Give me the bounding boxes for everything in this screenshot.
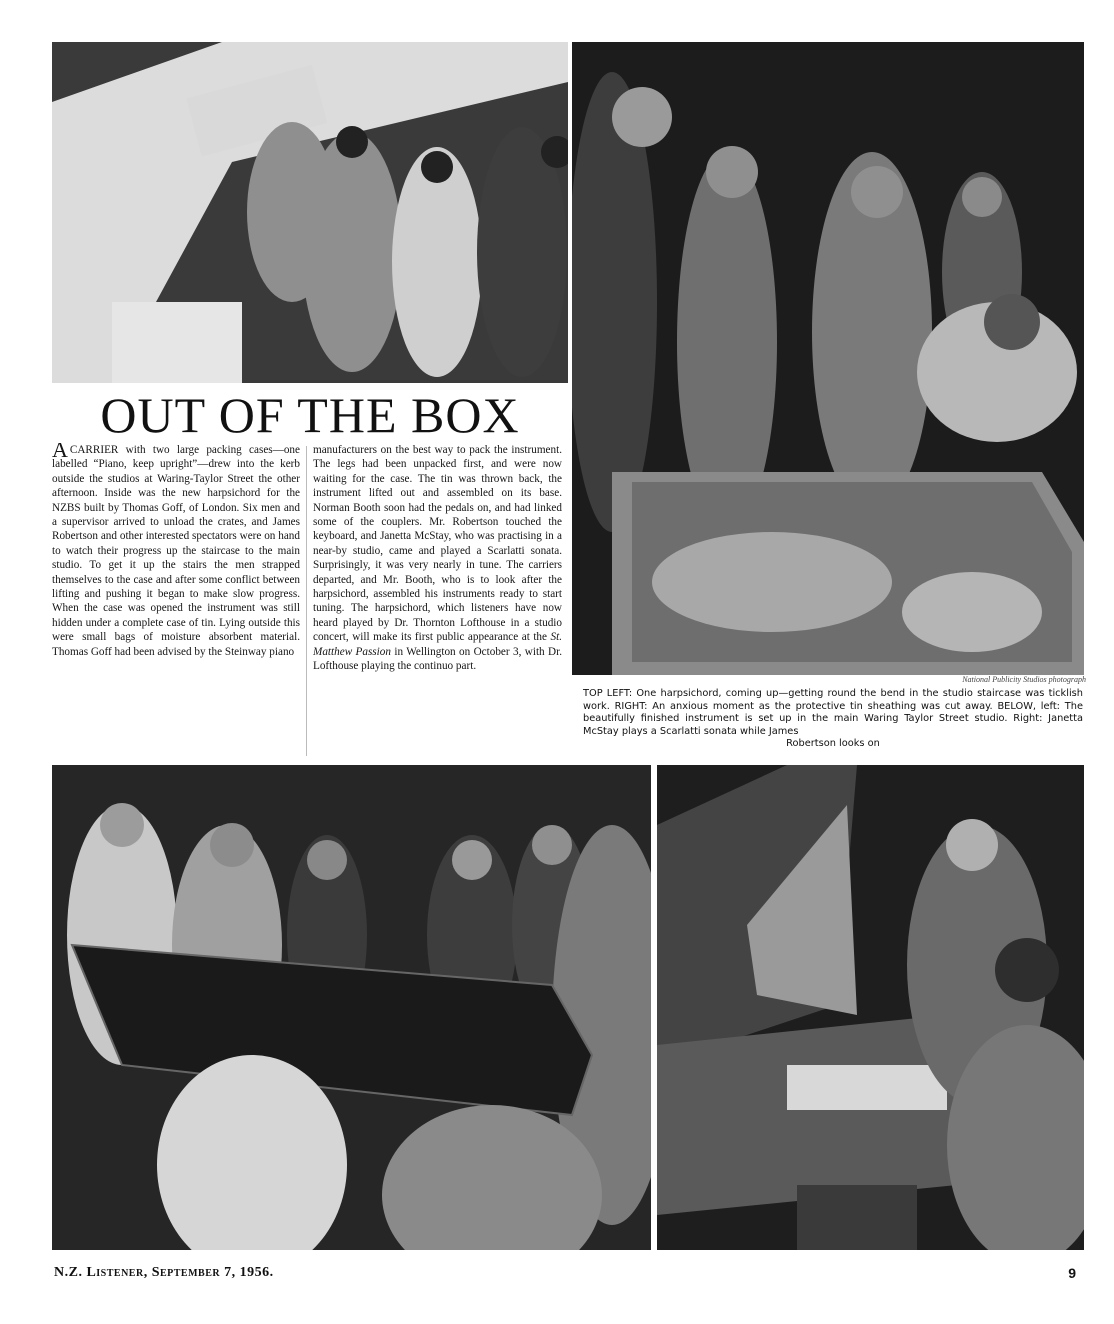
dropcap: A: [52, 443, 68, 462]
photo-assembled-image: [52, 765, 651, 1250]
photo-staircase-image: [52, 42, 568, 383]
article-column-2-text-b: in Wellington on October 3, with Dr. Lofthouse playing the continuo part.: [313, 645, 562, 673]
photo-caption-last-line: Robertson looks on: [786, 738, 880, 749]
article-column-2: [313, 443, 562, 759]
photo-harpsichord-staircase: [52, 42, 568, 383]
photo-caption: [583, 688, 1083, 751]
article-column-2-italic: St. Matthew Passion: [313, 631, 562, 658]
column-divider: [306, 446, 307, 756]
headline: OUT OF THE BOX: [100, 387, 520, 443]
photo-tin-sheathing-image: [572, 42, 1084, 675]
article-column-1: [52, 443, 300, 759]
photo-harpsichord-assembled: [52, 765, 651, 1250]
page-number: 9: [1068, 1265, 1076, 1281]
photo-tin-sheathing: [572, 42, 1084, 675]
photo-playing-image: [657, 765, 1084, 1250]
footer-publication: N.Z. Listener, September 7, 1956.: [54, 1265, 274, 1280]
photo-credit: National Publicity Studios photograph: [962, 675, 1086, 684]
article-column-1-text: CARRIER with two large packing cases—one labelled “Piano, keep upright”—drew into the kerb outside the studios at Waring-Taylor Street the other afternoon. Inside was the new harpsichord for the NZBS built by Thomas Goff, of London. Six men and a supervisor arrived to unload the crates, and James Robertson and other interested spectators were on hand to watch their progress up the staircase to the main studio. To get it up the stairs the men strapped themselves to the case and after some conflict between lifting and pushing it began to make slow progress. When the case was opened the instrument was still hidden under a complete case of tin. Lying outside this were small bags of moisture absorbent material. Thomas Goff had been advised by the Steinway piano: [52, 444, 300, 658]
photo-caption-main: TOP LEFT: One harpsichord, coming up—getting round the bend in the studio staircase was ticklish work. RIGHT: An anxious moment as the protective tin sheathing was cut away. BELOW, left: The beautifully finished instrument is set up in the main Waring Taylor Street studio. Right: Janetta McStay plays a Scarlatti sonata while James: [583, 688, 1083, 737]
article-column-2-text-a: manufacturers on the best way to pack the instrument. The legs had been unpacked first, and were now waiting for the case. The tin was thrown back, the instrument lifted out and assembled on its base. Norman Booth soon had the pedals on, and had linked some of the couplers. Mr. Robertson touched the keyboard, and Janetta McStay, who was practising in a near-by studio, came and played a Scarlatti sonata. Surprisingly, it was very nearly in tune. The carriers departed, and Mr. Booth, who is to look after the harpsichord, assembled his instruments ready to start tuning. The harpsichord, which listeners have now heard played by Dr. Thornton Lofthouse in a studio concert, will make its first public appearance at the: [313, 444, 562, 644]
photo-janetta-playing: [657, 765, 1084, 1250]
